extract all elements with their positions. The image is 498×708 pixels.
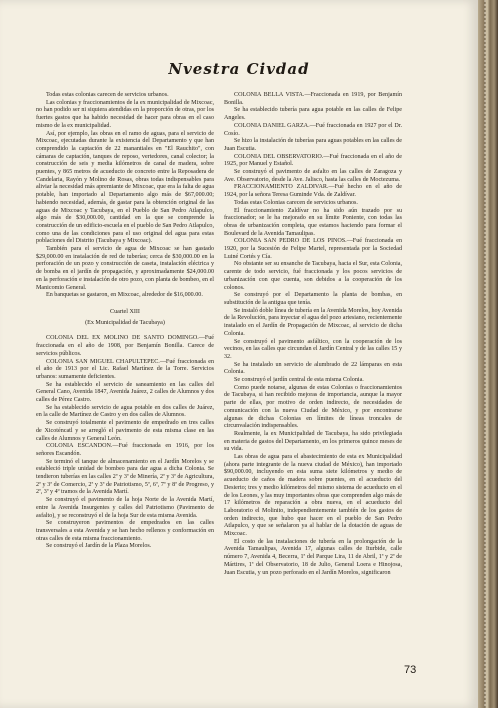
paragraph: Se construyó el pavimento de asfalto en las calles de Zaragoza y Ave. Observatorio, desde la Ave. Jalisco, hasta las calles de Moctezuma. bbox=[224, 169, 402, 183]
paragraph: Se construyó el pavimento asfáltico, con la cooperación de los vecinos, en las calles que circundan el Jardín Central y de las calles 15 y 32. bbox=[224, 338, 402, 360]
paragraph: Se instaló doble línea de tubería en la Avenida Morelos, hoy Avenida de la Revolución, para inyectar el agua del pozo artesiano, recientemente instalado en el Jardín de Propagación de Mixcoac, al servicio de dicha Colonia. bbox=[224, 307, 402, 337]
paragraph: No obstante ser su ensanche de Tacubaya, hacia el Sur, esta Colonia, carente de todo servicio, fué fraccionada y los pocos servicios de urbanización con que cuenta, son debidos a la cooperación de los colonos. bbox=[224, 261, 402, 291]
book-page-edges bbox=[478, 0, 498, 708]
left-column bbox=[36, 92, 214, 551]
paragraph: COLONIA SAN PEDRO DE LOS PINOS.—Fué fraccionada en 1920, por la Sucesión de Felipe Martel, representada por la Sociedad Luiné Cortés y Cía. bbox=[224, 238, 402, 260]
paragraph: Realmente, la ex Municipalidad de Tacubaya, ha sido privilegiada en materia de gastos del Departamento, en los primeros quince meses de su vida. bbox=[224, 430, 402, 453]
paragraph: COLONIA SAN MIGUEL CHAPULTEPEC.—Fué fraccionada en el año de 1913 por el Lic. Rafael Martínez de la Torre. Servicios urbanos: sumamente deficientes. bbox=[36, 358, 214, 380]
section-heading: (Ex Municipalidad de Tacubaya) bbox=[85, 319, 165, 326]
paragraph: Así, por ejemplo, las obras en el ramo de aguas, para el servicio de Mixcoac, ejecutadas durante la existencia del Departamento y que han comprendido la captación de 22 manantiales en "El Rauchito", con cámaras de captación, tanques de reposo, vertedores, canal colector; la construcción de seis y media kilómetros de canal de madera, sobre puentes, y 865 metros de acueducto de concreto entre la Reposadera de Candelaria, Rayón y Molino de Rosas, obras todas indispensables para aliviar la necesidad más apremiante de Mixcoac, que era la falta de agua potable, han importado al Departamento algo más de $67,000.00; habiendo necesidad, además, de gastar para la obtención original de las aguas de Mixcoac y Tacubaya, en el Pueblo de San Pedro Atlapulco, algo más de $30,000.00, cantidad en la que se comprende la construcción de un edificio-escuela en el pueblo de San Pedro Atlapulco, como una de las condiciones para el uso original del agua para estas poblaciones del Distrito (Tacubaya y Mixcoac). bbox=[36, 130, 214, 245]
paragraph: Se construyó por el Departamento la planta de bombas, en substitución de la antigua que tenía. bbox=[224, 292, 402, 306]
right-column bbox=[224, 92, 402, 577]
paragraph: FRACCIONAMIENTO ZALDIVAR.—Fué hecho en el año de 1924, por la señora Teresa Guminde Vda. de Zaldívar. bbox=[224, 184, 402, 199]
paragraph: El costo de las instalaciones de tubería en la prolongación de la Avenida Tamaulipas, Avenida 17, algunas calles de Iturbide, calle número 7, Avenida 4, Becerra, 1ª del Parque Lira, 11 de Abril, 1ª y 2ª de Mártires, 1ª del Observatorio, 18 de Julio, General Loera e Hinojosa, Juan Escutia, y un pozo perforado en el Jardín Morelos, significaron bbox=[224, 538, 402, 576]
paragraph-gap bbox=[36, 300, 214, 306]
paragraph: Como puede notarse, algunas de estas Colonias o fraccionamientos de Tacubaya, si han recibido mejoras de importancia, aunque la mayor parte de ellas, por motivo de orden indirecto, de necesidades de comunicación con la nueva Ciudad de México, y por encontrarse algunas de dichas Colonias en límites de líneas troncales de circunvalación indispensables. bbox=[224, 384, 402, 430]
page-title: Nvestra Civdad bbox=[168, 60, 310, 78]
paragraph: El fraccionamiento Zaldívar no ha sido aún trazado por su fraccionador; se le ha mejorado en su límite Poniente, con todas las obras de urbanización completa, que estamos haciendo para formar el Boulevard de la Avenida Tamaulipas. bbox=[224, 207, 402, 237]
paragraph: COLONIA DEL EX MOLINO DE SANTO DOMINGO.—Fué fraccionada en el año de 1908, por Benjamín Bonilla. Carece de servicios públicos. bbox=[36, 335, 214, 357]
page-number: 73 bbox=[404, 664, 417, 676]
paragraph: En banquetas se gastaron, en Mixcoac, alrededor de $16,000.00. bbox=[46, 292, 203, 299]
paragraph: Se ha establecido el servicio de saneamiento en las calles del General Cano, Avenida 1847, Avenida Juárez, 2 calles de Alumnos y dos calles de Pérez Castro. bbox=[36, 381, 214, 404]
paragraph: Todas estas Colonias carecen de servicios urbanos. bbox=[234, 199, 358, 206]
paragraph: Las colonias y fraccionamientos de la ex municipalidad de Mixcoac, no han podido ser ni siquiera atendidas en la proporción de otras, por los fuertes gastos que ha habido necesidad de hacer para obras en el caso mismo de la ex municipalidad. bbox=[36, 99, 214, 129]
paragraph: Se construyó totalmente el pavimento de empedrado en tres calles de Xicoténcatl y se arregló el pavimento de esta misma clase en las calles de Alumnos y General León. bbox=[36, 420, 214, 442]
paragraph: Se ha establecido tubería para agua potable en las calles de Felipe Angeles. bbox=[224, 107, 402, 122]
paragraph: Se hizo la instalación de tuberías para aguas potables en las calles de Juan Escutia. bbox=[224, 138, 402, 152]
paragraph: Se terminó el tanque de almacenamiento en el Jardín Morelos y se estableció triple unidad de bombeo para dar agua a dicha Colonia. Se tendieron tuberías en las calles 2ª y 3ª de Minería, 2ª y 3ª de Agricultura, 2ª y 3ª de Comercio, 2ª y 3ª de Patriotismo, 5ª, 6ª, 7ª y 8ª de Progreso, y 2ª, 3ª y 4º tramos de la Avenida Martí. bbox=[36, 458, 214, 496]
paragraph: COLONIA BELLA VISTA.—Fraccionada en 1919, por Benjamín Bonilla. bbox=[224, 92, 402, 106]
paragraph: Se construyeron pavimentos de empedrados en las calles transversales a esta Avenida y se han hecho rellenos y conformación en otras calles de esta misma fraccionamiento. bbox=[36, 520, 214, 542]
paragraph: COLONIA DEL OBSERVATORIO.—Fué fraccionada en el año de 1925, por Manuel y Estañol. bbox=[224, 153, 402, 168]
paragraph: También para el servicio de agua de Mixcoac se han gastado $29,000.00 en instalación de red de tuberías; cerca de $30,000.00 en la perforación de un pozo y construcción de caseta, instalación eléctrica y de bomba en el jardín de propagación, y aproximadamente $24,000.00 en la perforación e instalación de otro pozo, con planta de bombeo, en el Manicomio General. bbox=[36, 246, 214, 291]
paragraph: Las obras de agua para el abastecimiento de esta ex Municipalidad (ahora parte integrante de la nueva ciudad de México), han importado $90,000.00, incluyendo en esta suma siete kilómetros y medio de acueducto de caños de madera sobre puentes, en el acueducto del Desierto; tres y medio kilómetros del mismo sistema de acueducto en el de los Leones, y las muy importantes obras que comprenden algo más de 17 kilómetros de reparación a obra nueva, en el acueducto del Laboratorio el Molinito, independientemente también de los gastos de orden indirecto, que hubo que hacer en el pueblo de San Pedro Atlapulco, y que se señalaron ya al hablar de la dotación de aguas de Mixcoac. bbox=[224, 454, 402, 538]
section-heading: Cuartel XIII bbox=[110, 308, 140, 315]
paragraph: COLONIA DANIEL GARZA.—Fué fraccionada en 1927 por el Dr. Cosío. bbox=[224, 122, 402, 137]
paragraph: Se construyó el jardín central de esta misma Colonia. bbox=[234, 377, 364, 384]
paragraph: Se ha establecido servicio de agua potable en dos calles de Juárez, en la calle de Martínez de Castro y en dos calles de Alumnos. bbox=[36, 404, 214, 419]
paragraph: Todas estas colonias carecen de servicios urbanos. bbox=[46, 92, 169, 98]
paragraph: COLONIA ESCANDON.—Fué fraccionada en 1916, por los señores Escandón. bbox=[36, 443, 214, 457]
paragraph: Se construyó el Jardín de la Plaza Morelos. bbox=[46, 543, 152, 550]
paragraph: Se ha instalado un servicio de alumbrado de 22 lámparas en esta Colonia. bbox=[224, 361, 402, 376]
paragraph: Se construyó el pavimento de la hoja Norte de la Avenida Martí, entre la Avenida Insurgentes y calles del Patriotismo (Pavimento de asfalto), y se reconstruyó el de la hoja Sur de esta misma Avenida. bbox=[36, 497, 214, 519]
